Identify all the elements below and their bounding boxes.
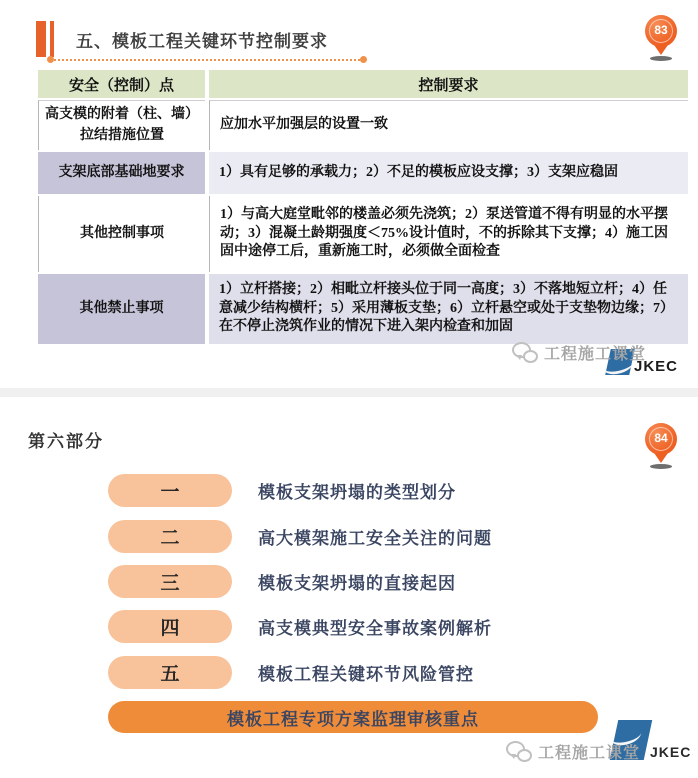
table-row: [38, 274, 688, 344]
menu-item-5: [108, 656, 474, 689]
watermark-text: 工程施工课堂: [538, 745, 641, 762]
bottom-banner: 模板工程专项方案监理审核重点: [108, 701, 598, 733]
jkec-logo-text: JKEC: [650, 744, 692, 760]
table-header-control-requirement: 控制要求: [209, 70, 688, 98]
menu-item-label: 模板支架坍塌的直接起因: [258, 574, 456, 593]
title-dotted-underline: [50, 47, 364, 61]
page-number-badge: 83: [649, 19, 673, 43]
underline-end-dot: [360, 56, 367, 63]
jkec-logo-text: JKEC: [634, 358, 679, 375]
slide-control-requirements: [0, 0, 698, 388]
wechat-icon: [512, 342, 538, 363]
pin-shadow: [650, 56, 672, 61]
pin-shadow: [650, 464, 672, 469]
table-cell-requirement: 应加水平加强层的设置一致: [209, 100, 688, 150]
menu-item-4: [108, 610, 492, 643]
menu-number-pill: 五: [108, 656, 232, 689]
wechat-icon: [506, 741, 532, 762]
table-row: [38, 196, 688, 272]
table-cell-requirement: 1）具有足够的承载力；2）不足的模板应设支撑；3）支架应稳固: [209, 152, 688, 194]
slide2-title: 第六部分: [28, 432, 104, 451]
menu-item-3: [108, 565, 456, 598]
menu-number-pill: 一: [108, 474, 232, 507]
pin-head-icon: [645, 423, 677, 455]
menu-item-1: [108, 474, 456, 507]
table-cell-point: 支架底部基础地要求: [38, 152, 205, 194]
menu-item-label: 高大模架施工安全关注的问题: [258, 529, 492, 548]
page-marker-pin-83: [643, 15, 679, 61]
page-number-badge: 84: [649, 427, 673, 451]
menu-item-label: 模板支架坍塌的类型划分: [258, 483, 456, 502]
table-row: [38, 100, 688, 150]
slide-divider: [0, 388, 698, 397]
menu-number-pill: 二: [108, 520, 232, 553]
table-cell-point: 高支模的附着（柱、墙）拉结措施位置: [38, 100, 205, 150]
table-cell-requirement: 1）与高大庭堂毗邻的楼盖必须先浇筑；2）泵送管道不得有明显的水平摆动；3）混凝土龄期强度＜75%设计值时，不的拆除其下支撑；4）施工因固中途停工后，重新施工时，必须做全面检查: [209, 196, 688, 272]
menu-number-pill: 四: [108, 610, 232, 643]
table-cell-requirement: 1）立杆搭接；2）相毗立杆接头位于同一高度；3）不落地短立杆；4）任意减少结构横杆；5）采用薄板支垫；6）立杆悬空或处于支垫物边缘；7）在不停止浇筑作业的情况下进入架内检查和加固: [209, 274, 688, 344]
menu-item-label: 模板工程关键环节风险管控: [258, 665, 474, 684]
watermark: [506, 740, 640, 763]
menu-number-pill: 三: [108, 565, 232, 598]
page-marker-pin-84: [643, 423, 679, 469]
menu-item-2: [108, 520, 492, 553]
slide1-title: 五、模板工程关键环节控制要求: [76, 32, 328, 51]
pin-head-icon: [645, 15, 677, 47]
control-requirements-table: [38, 70, 688, 346]
title-accent-bar-wide: [36, 21, 46, 57]
watermark: [512, 341, 646, 364]
table-cell-point: 其他禁止事项: [38, 274, 205, 344]
watermark-text: 工程施工课堂: [544, 346, 647, 363]
table-cell-point: 其他控制事项: [38, 196, 205, 272]
table-header-row: [38, 70, 688, 98]
underline-start-dot: [47, 56, 54, 63]
table-header-safety-point: 安全（控制）点: [38, 70, 205, 98]
table-row: [38, 152, 688, 194]
slide-part-six-menu: [0, 397, 698, 778]
menu-item-label: 高支模典型安全事故案例解析: [258, 619, 492, 638]
